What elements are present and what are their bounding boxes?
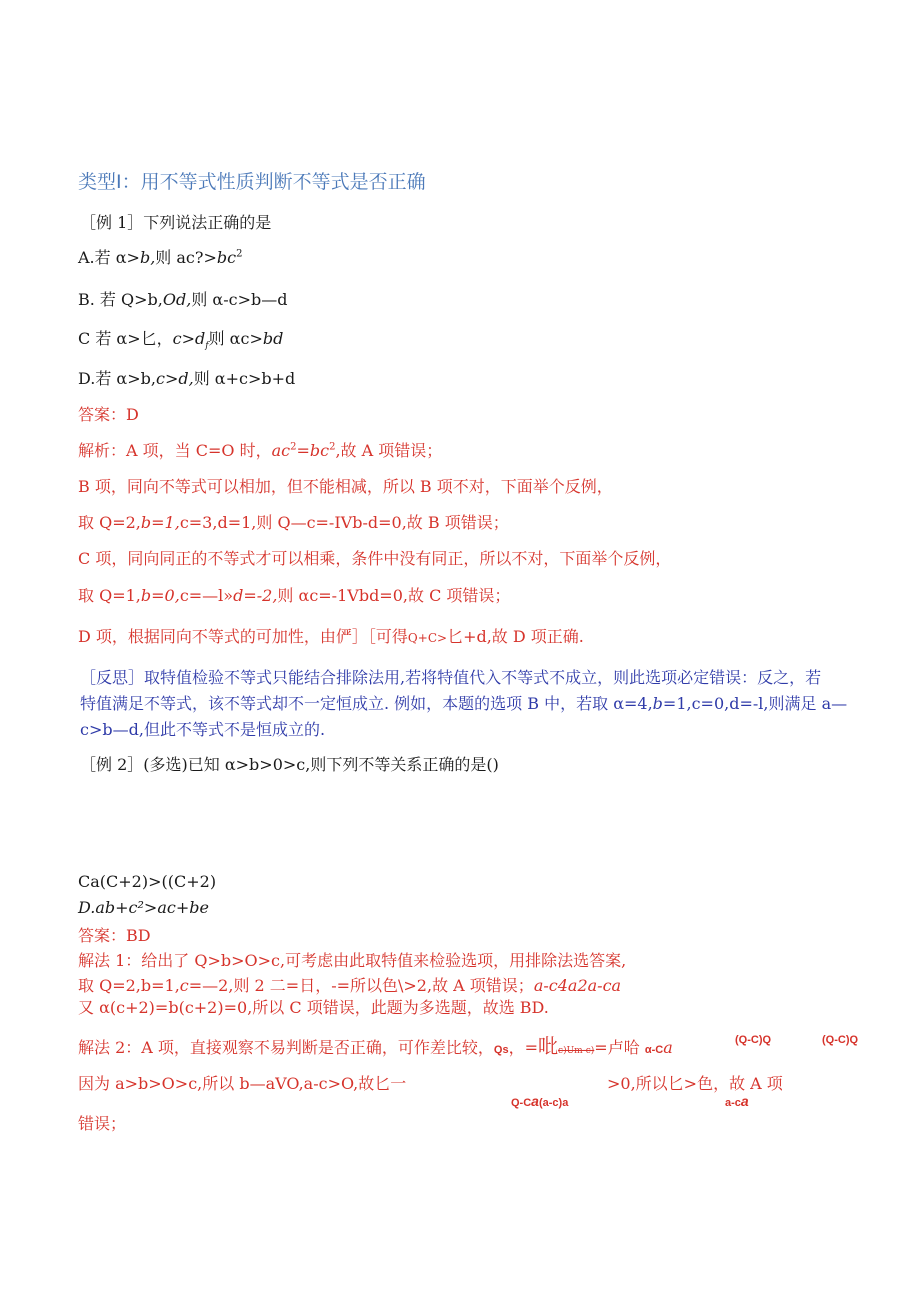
explanation-a-text: 解析：A 项，当 C=O 时， xyxy=(78,441,272,460)
explanation-b-example-text2: c=3,d=1,则 Q—c=-IVb-d=0,故 B 项错误； xyxy=(179,513,509,532)
explanation-a xyxy=(78,438,442,461)
option-a-sup: 2 xyxy=(236,248,243,260)
method2-denominator-2 xyxy=(725,1093,749,1109)
explanation-c-example-text2: c=—l» xyxy=(179,586,234,605)
option-a-var2: bc xyxy=(216,248,237,267)
method1-line-1: 解法 1：给出了 Q>b>O>c,可考虑由此取特值来检验选项，用排除法选答案, xyxy=(78,951,627,970)
explanation-b: B 项，同向不等式可以相加，但不能相减，所以 B 项不对，下面举个反例， xyxy=(78,477,613,496)
explanation-d xyxy=(78,624,584,647)
option-c xyxy=(78,326,283,351)
ex2-option-c: Ca(C+2)>((C+2) xyxy=(78,872,217,891)
answer-2: 答案：BD xyxy=(78,926,151,945)
method2-line-1-text2: =卢哈 xyxy=(594,1038,640,1057)
option-a xyxy=(78,245,242,268)
method2-ac: α-C xyxy=(644,1044,664,1056)
denominator-1-text: Q-C xyxy=(511,1097,532,1109)
option-c-sub: f xyxy=(205,341,209,352)
method2-denominator-1 xyxy=(511,1093,568,1109)
explanation-c-example xyxy=(78,583,510,606)
explanation-d-text2: 匕+d,故 D 项正确. xyxy=(447,627,584,646)
explanation-d-small: Q+C> xyxy=(407,631,448,645)
method2-line-1 xyxy=(78,1030,673,1059)
method2-line-3: 错误； xyxy=(78,1114,127,1133)
method2-line-2-text2: >0,所以匕>色，故 A 项 xyxy=(607,1074,783,1093)
option-b-var: Od, xyxy=(162,290,192,309)
explanation-a-eq2: =bc xyxy=(296,441,330,460)
method2-line-2-text: 因为 a>b>O>c,所以 b—aVO,a-c>O,故匕一 xyxy=(78,1074,407,1093)
reflection-line-2-text: 特值满足不等式，该不等式却不一定恒成立. 例如，本题的选项 B 中，若取 α=4, xyxy=(80,694,653,713)
option-d-text: D.若 α>b, xyxy=(78,369,156,388)
method2-qs: Qs xyxy=(493,1044,509,1056)
method1-line-2-var: c xyxy=(179,976,189,995)
explanation-b-example-var: b=1, xyxy=(140,513,180,532)
explanation-b-example xyxy=(78,510,509,533)
method2-tiny: c)Um-c) xyxy=(558,1046,595,1056)
method1-line-3: 又 α(c+2)=b(c+2)=0,所以 C 项错误，此题为多选题，故选 BD. xyxy=(78,998,549,1017)
explanation-a-text2: ,故 A 项错误； xyxy=(335,441,443,460)
reflection-line-2-var: b xyxy=(652,694,663,713)
method1-line-2-italic: a-c4a2a-ca xyxy=(533,976,622,995)
explanation-a-sup2: 2 xyxy=(329,441,336,453)
reflection-line-2-text2: =1,c=0,d=-l,则满足 a— xyxy=(662,694,848,713)
denominator-2-italic: a xyxy=(740,1093,749,1109)
option-c-var: c>d xyxy=(172,329,206,348)
answer-1: 答案：D xyxy=(78,405,139,424)
option-c-text: C 若 α>匕， xyxy=(78,329,173,348)
option-b xyxy=(78,287,287,310)
option-b-text: B. 若 Q>b, xyxy=(78,290,163,309)
method2-line-2-left xyxy=(78,1071,406,1094)
reflection-line-1: ［反思］取特值检验不等式只能结合排除法用,若将特值代入不等式不成立，则此选项必定错误：反之，若 xyxy=(80,668,822,687)
method2-line-1-text: 解法 2：A 项，直接观察不易判断是否正确，可作差比较， xyxy=(78,1038,494,1057)
explanation-c-example-text: 取 Q=1, xyxy=(78,586,141,605)
ex2-option-d: D.ab+c²>ac+be xyxy=(78,898,209,917)
method2-eq: ，= xyxy=(508,1038,539,1057)
reflection-line-3: c>b—d,但此不等式不是恒成立的. xyxy=(80,720,326,739)
denominator-1-text2: (a-c)a xyxy=(538,1097,569,1109)
example1-title: ［例 1］下列说法正确的是 xyxy=(80,213,272,232)
denominator-2-text: a-c xyxy=(725,1097,741,1109)
method2-fraction-qc-2: (Q-C)Q xyxy=(822,1034,859,1046)
example2-title: ［例 2］(多选)已知 α>b>0>c,则下列不等关系正确的是() xyxy=(80,755,499,774)
explanation-c-example-var2: d=-2, xyxy=(233,586,278,605)
option-a-text: A.若 α> xyxy=(78,248,140,267)
option-b-text2: 则 α-c>b—d xyxy=(191,290,288,309)
explanation-c-example-var: b=0, xyxy=(140,586,180,605)
denominator-1-italic: a xyxy=(531,1093,539,1109)
method2-fraction-qc-1: (Q-C)Q xyxy=(735,1034,772,1046)
explanation-b-example-text: 取 Q=2, xyxy=(78,513,141,532)
method1-line-2-text2: =—2,则 2 二=日，-=所以色\>2,故 A 项错误； xyxy=(188,976,534,995)
explanation-a-eq: ac xyxy=(271,441,291,460)
explanation-c: C 项，同向同正的不等式才可以相乘，条件中没有同正，所以不对，下面举个反例， xyxy=(78,549,672,568)
method1-line-2-text: 取 Q=2,b=1, xyxy=(78,976,180,995)
explanation-a-sup1: 2 xyxy=(290,441,297,453)
method2-ac-italic: a xyxy=(663,1038,673,1057)
explanation-d-text: D 项，根据同向不等式的可加性，由俨］［可得 xyxy=(78,627,408,646)
option-c-var2: bd xyxy=(262,329,284,348)
method2-line-2-right xyxy=(607,1071,783,1094)
option-a-text2: 则 ac?> xyxy=(155,248,217,267)
reflection-line-2 xyxy=(80,691,847,714)
method2-bigchar: 吡 xyxy=(538,1034,559,1058)
option-d xyxy=(78,366,295,389)
section-heading: 类型Ⅰ：用不等式性质判断不等式是否正确 xyxy=(78,171,426,193)
option-c-text2: 则 αc> xyxy=(208,329,263,348)
option-d-var: c>d, xyxy=(155,369,194,388)
method1-line-2 xyxy=(78,973,621,996)
option-d-text2: 则 α+c>b+d xyxy=(193,369,296,388)
explanation-c-example-text3: 则 αc=-1Vbd=0,故 C 项错误； xyxy=(277,586,511,605)
option-a-var: b, xyxy=(139,248,156,267)
